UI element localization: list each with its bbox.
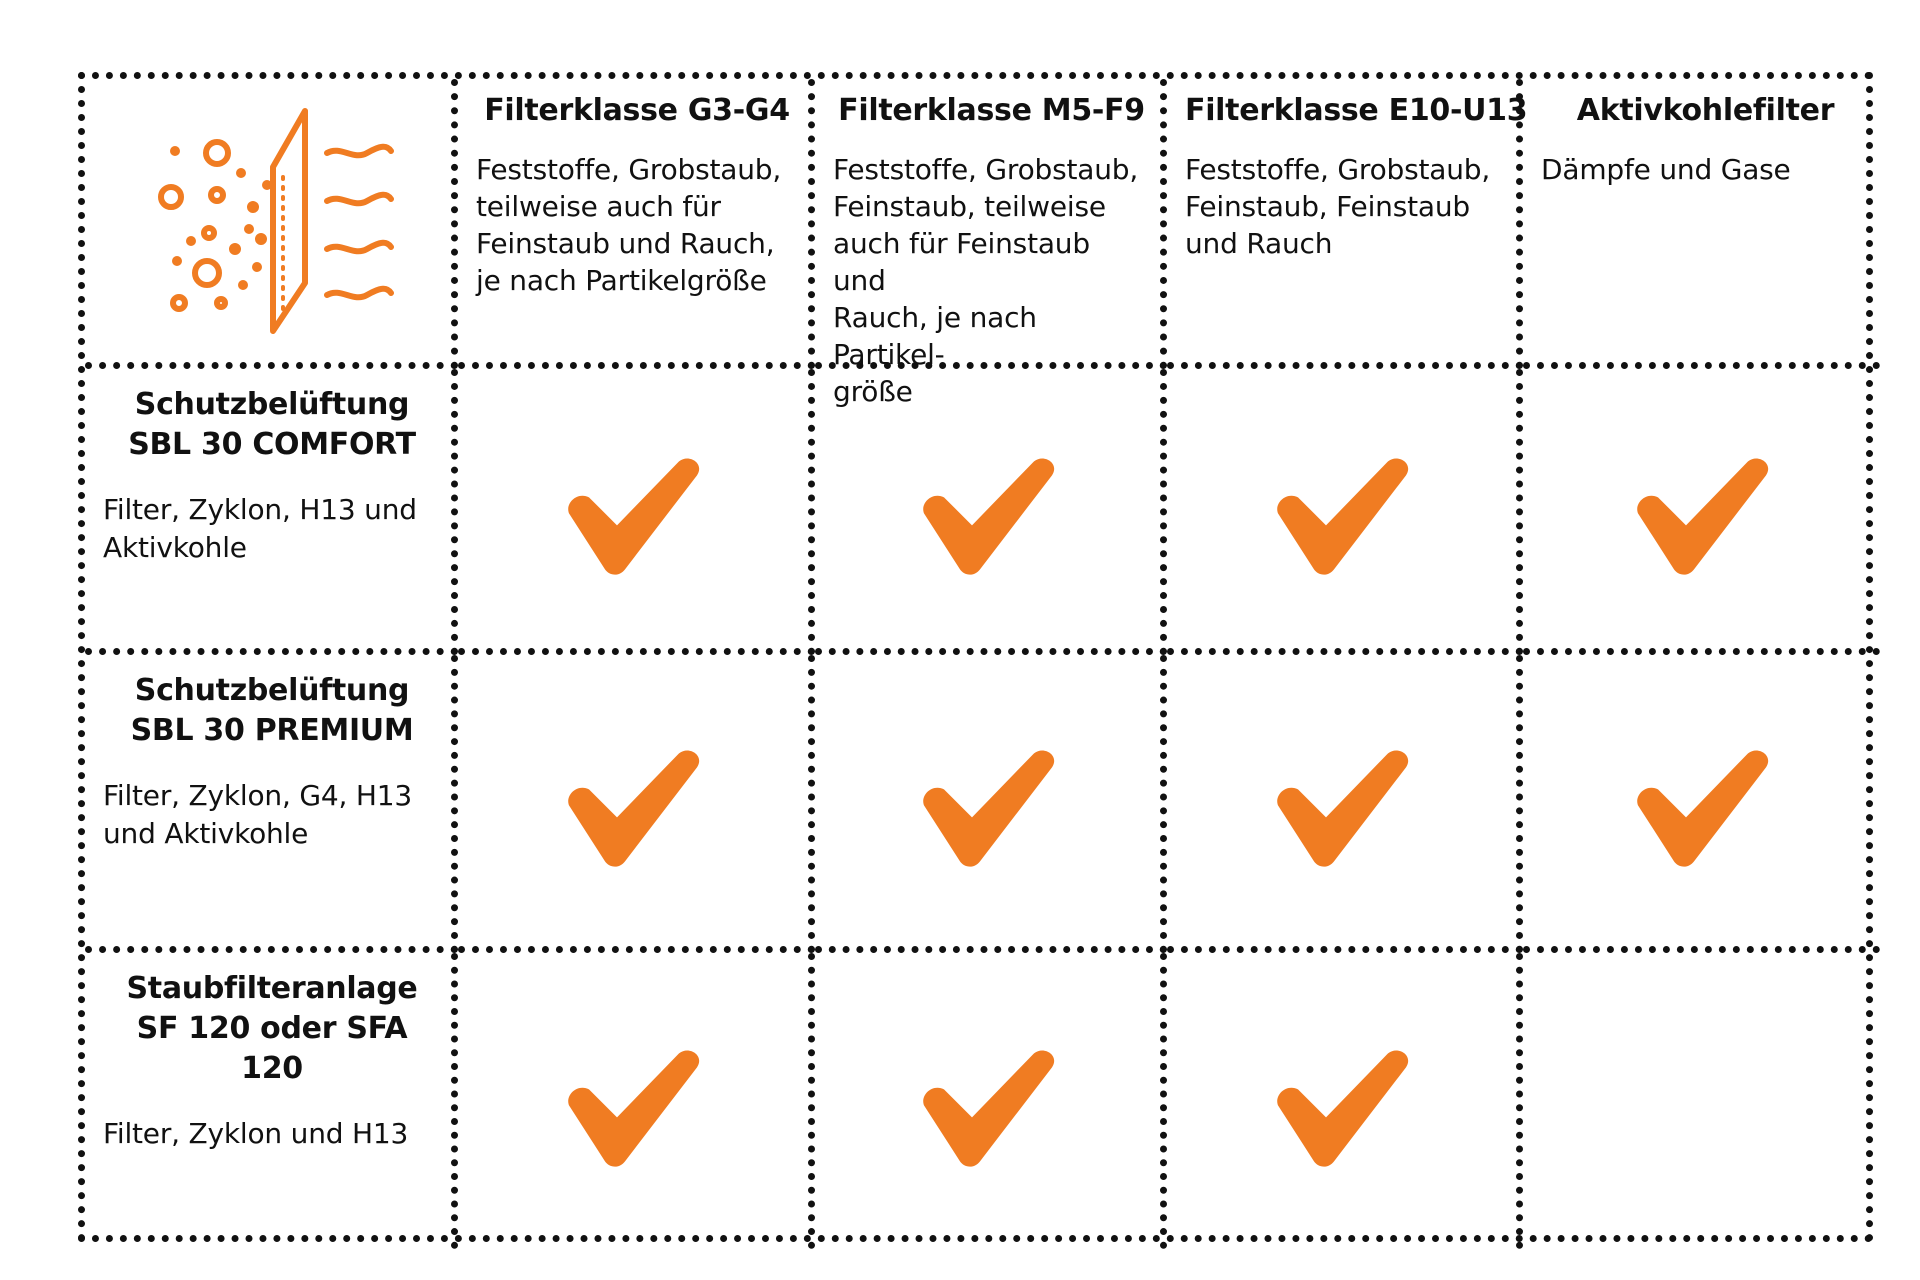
checkmark-icon <box>563 747 703 869</box>
row-title: Schutzbelüftung SBL 30 COMFORT <box>128 387 416 462</box>
column-description: Dämpfe und Gase <box>1541 153 1791 186</box>
column-header-e10-u13 <box>1167 79 1528 369</box>
table-cell <box>1167 369 1523 655</box>
row-header-sf-120 <box>85 953 458 1249</box>
column-header-m5-f9 <box>815 79 1167 408</box>
checkmark-icon <box>918 747 1058 869</box>
table-cell <box>1167 655 1523 953</box>
header-icon-cell <box>85 79 458 369</box>
table-cell <box>1167 953 1523 1249</box>
checkmark-icon <box>918 455 1058 577</box>
row-description: Filter, Zyklon, G4, H13 und Aktivkohle <box>103 779 412 850</box>
column-title: Aktivkohlefilter <box>1576 93 1835 128</box>
table-cell <box>815 655 1167 953</box>
column-header-g3-g4 <box>458 79 815 369</box>
column-title: Filterklasse E10-U13 <box>1185 93 1528 128</box>
checkmark-icon <box>1272 1047 1412 1169</box>
row-header-sbl-30-premium <box>85 655 458 953</box>
column-description: Feststoffe, Grobstaub, teilweise auch für Feinstaub und Rauch, je nach Partikelgröße <box>476 153 782 297</box>
checkmark-icon <box>1632 455 1772 577</box>
table-cell <box>815 953 1167 1249</box>
table-cell <box>1523 369 1880 655</box>
row-title: Schutzbelüftung SBL 30 PREMIUM <box>130 673 414 748</box>
row-description: Filter, Zyklon, H13 und Aktivkohle <box>103 493 417 564</box>
checkmark-icon <box>563 1047 703 1169</box>
checkmark-icon <box>918 1047 1058 1169</box>
table-cell <box>815 369 1167 655</box>
column-title: Filterklasse M5-F9 <box>838 93 1145 128</box>
row-title: Staubfilteranlage SF 120 oder SFA 120 <box>126 971 418 1086</box>
checkmark-icon <box>1272 455 1412 577</box>
table-cell <box>458 655 815 953</box>
column-description: Feststoffe, Grobstaub, Feinstaub, teilweise auch für Feinstaub und Rauch, je nach Partikel- größe <box>833 153 1139 408</box>
table-cell <box>458 369 815 655</box>
column-header-aktivkohlefilter <box>1523 79 1880 369</box>
row-header-sbl-30-comfort <box>85 369 458 655</box>
table-cell <box>1523 655 1880 953</box>
column-description: Feststoffe, Grobstaub, Feinstaub, Feinstaub und Rauch <box>1185 153 1491 260</box>
table-cell <box>1523 953 1880 1249</box>
column-title: Filterklasse G3-G4 <box>484 93 790 128</box>
checkmark-icon <box>563 455 703 577</box>
checkmark-icon <box>1272 747 1412 869</box>
table-cell <box>458 953 815 1249</box>
row-description: Filter, Zyklon und H13 <box>103 1117 409 1150</box>
air-filter-icon <box>155 115 395 335</box>
filter-comparison-table <box>78 72 1873 1242</box>
checkmark-icon <box>1632 747 1772 869</box>
